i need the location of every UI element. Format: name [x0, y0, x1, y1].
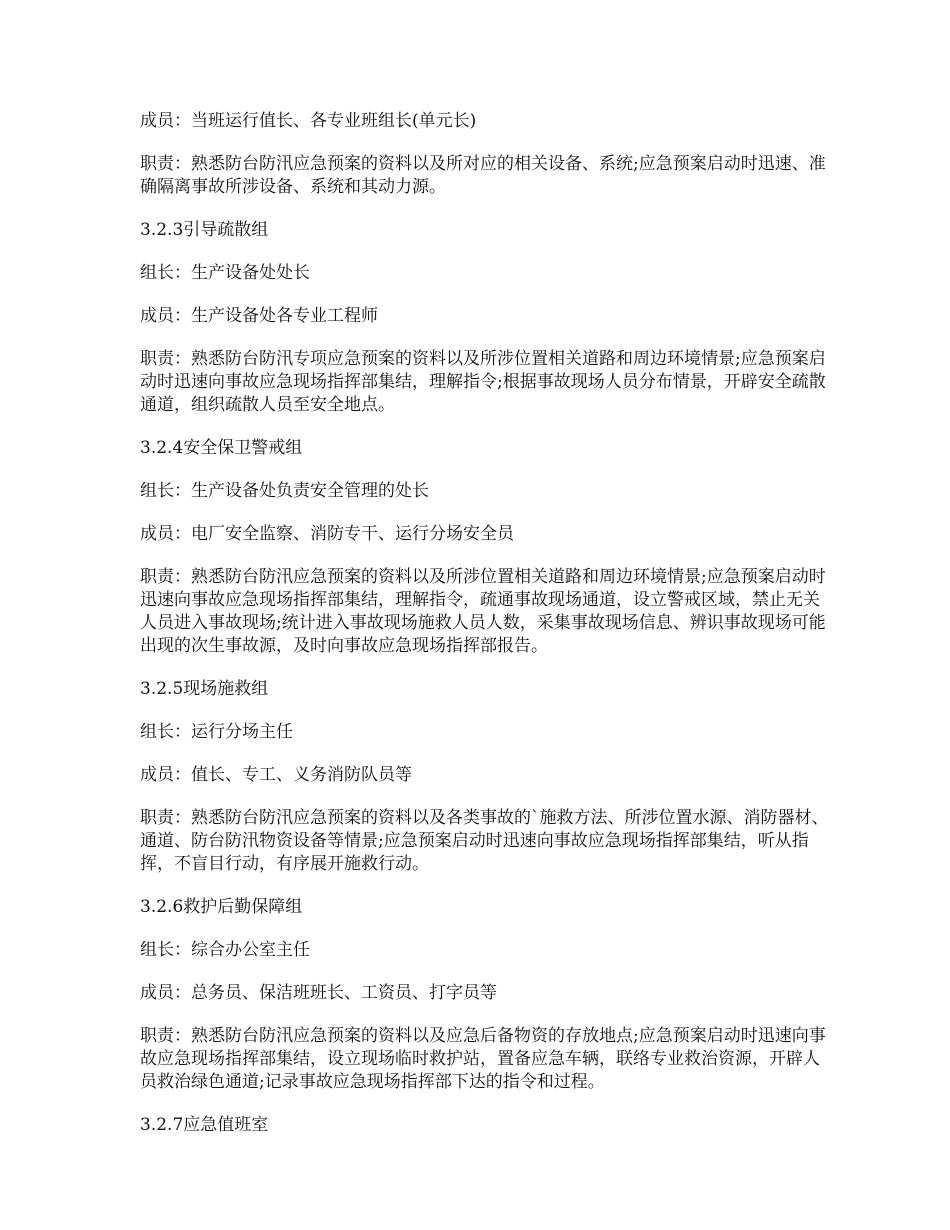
paragraph: 职责：熟悉防台防汛应急预案的资料以及各类事故的`施救方法、所涉位置水源、消防器材、通道、防台防汛物资设备等情景;应急预案启动时迅速向事故应急现场指挥部集结，听从指挥，不盲目行动，有序展开施救行动。 — [140, 808, 829, 874]
paragraph: 职责：熟悉防台防汛应急预案的资料以及所对应的相关设备、系统;应急预案启动时迅速、准确隔离事故所涉设备、系统和其动力源。 — [140, 154, 826, 197]
paragraph: 职责：熟悉防台防汛应急预案的资料以及所涉位置相关道路和周边环境情景;应急预案启动时迅速向事故应急现场指挥部集结，理解指令，疏通事故现场通道，设立警戒区域，禁止无关人员进入事故现场;统计进入事故现场施救人员人数，采集事故现场信息、辨识事故现场可能出现的次生事故源，及时向事故应急现场指挥部报告。 — [140, 567, 826, 656]
paragraph: 成员：当班运行值长、各专业班组长(单元长) — [140, 111, 477, 131]
section-heading: 3.2.3引导疏散组 — [140, 220, 269, 240]
section-heading: 3.2.7应急值班室 — [140, 1115, 269, 1135]
paragraph: 职责：熟悉防台防汛专项应急预案的资料以及所涉位置相关道路和周边环境情景;应急预案启动时迅速向事故应急现场指挥部集结，理解指令;根据事故现场人员分布情景，开辟安全疏散通道，组织疏散人员至安全地点。 — [140, 349, 826, 415]
paragraph: 成员：生产设备处各专业工程师 — [140, 306, 378, 326]
paragraph: 成员：总务员、保洁班班长、工资员、打字员等 — [140, 983, 497, 1003]
section-heading: 3.2.4安全保卫警戒组 — [140, 438, 303, 458]
section-heading: 3.2.6救护后勤保障组 — [140, 897, 303, 917]
paragraph: 组长：生产设备处处长 — [140, 263, 310, 283]
paragraph: 成员：值长、专工、义务消防队员等 — [140, 765, 412, 785]
paragraph: 组长：运行分场主任 — [140, 722, 293, 742]
paragraph: 成员：电厂安全监察、消防专干、运行分场安全员 — [140, 524, 514, 544]
paragraph: 组长：综合办公室主任 — [140, 940, 310, 960]
paragraph: 职责：熟悉防台防汛应急预案的资料以及应急后备物资的存放地点;应急预案启动时迅速向事故应急现场指挥部集结，设立现场临时救护站，置备应急车辆，联络专业救治资源，开辟人员救治绿色通道;记录事故应急现场指挥部下达的指令和过程。 — [140, 1026, 826, 1092]
section-heading: 3.2.5现场施救组 — [140, 679, 269, 699]
paragraph: 组长：生产设备处负责安全管理的处长 — [140, 481, 429, 501]
